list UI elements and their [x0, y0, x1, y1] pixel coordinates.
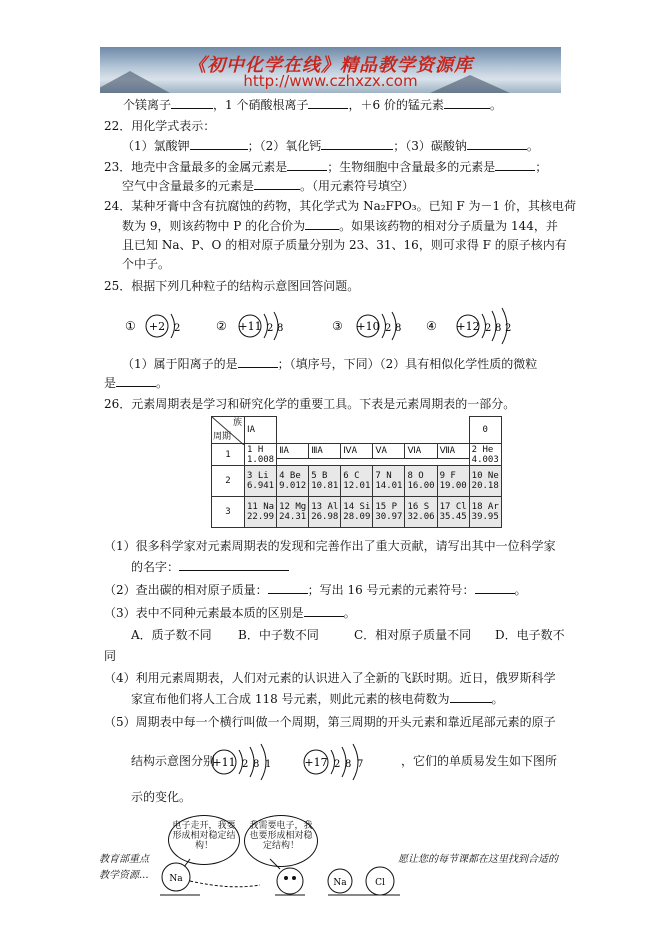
footer-left-line2: 教学资源...	[99, 870, 149, 881]
atom-structure-icon	[426, 306, 536, 346]
atomic-mass: 39.95	[471, 512, 499, 522]
element-symbol: 8 O	[407, 471, 424, 481]
atom-structure-icon	[208, 742, 298, 782]
answer-blank[interactable]	[495, 158, 535, 171]
text: ，1 个硝酸根离子	[213, 98, 309, 112]
period-label: 2	[212, 466, 245, 497]
footer-left-line1: 教育部重点	[99, 854, 149, 865]
answer-blank[interactable]	[238, 355, 278, 368]
element-cell	[309, 466, 341, 497]
element-symbol: 9 F	[439, 471, 456, 481]
atomic-mass: 19.00	[439, 481, 467, 491]
question-23	[104, 158, 547, 175]
footer-right: 愿让您的每节课都在这里找到合适的	[398, 854, 558, 865]
option-d[interactable]: D．电子数不	[495, 628, 565, 642]
element-cell	[341, 466, 373, 497]
element-symbol: 2 He	[471, 444, 494, 455]
element-cell	[373, 497, 405, 528]
atomic-mass: 16.00	[407, 481, 435, 491]
atom-label: ①	[125, 319, 136, 333]
element-symbol: 3 Li	[247, 471, 269, 481]
answer-blank[interactable]	[179, 558, 289, 571]
text: 。	[526, 139, 539, 153]
atom-diagram-3	[332, 310, 422, 347]
chlorine-atom-diagram	[300, 742, 390, 785]
element-symbol: 11 Na	[247, 502, 275, 512]
text: ；（填序号，下同）（2）具有相似化学性质的微粒	[277, 357, 538, 371]
atom-diagram-4	[426, 306, 536, 349]
text: 。	[491, 692, 504, 706]
element-symbol: 1 H	[247, 444, 264, 455]
sub-question-5-tail: ，它们的单质易发生如下图所	[401, 754, 558, 768]
question-24-line2	[122, 217, 558, 234]
shell-count: 7	[357, 759, 364, 770]
atomic-mass: 28.09	[343, 512, 371, 522]
text: 。	[343, 606, 356, 620]
corner-cell	[212, 417, 245, 444]
text: （2）查出碳的相对原子质量：	[104, 583, 268, 597]
atom-diagram-1	[125, 310, 205, 347]
element-symbol: 16 S	[407, 502, 430, 512]
periodic-table	[211, 416, 502, 528]
atomic-mass: 30.97	[375, 512, 403, 522]
element-symbol: 10 Ne	[471, 471, 499, 481]
speech-bubble-sodium: 电子走开，我要形成相对稳定结构！	[168, 815, 240, 865]
atomic-mass: 4.003	[471, 454, 499, 465]
text: （3）表中不同种元素最本质的区别是	[104, 606, 304, 620]
shell-count: 8	[395, 323, 402, 334]
text: 。	[489, 98, 502, 112]
sub-question-4-cont	[131, 690, 504, 707]
sub-question-2	[104, 581, 527, 598]
element-cell	[437, 497, 469, 528]
sub-question-5: （5）周期表中每一个横行叫做一个周期，第三周期的开头元素和靠近尾部元素的原子	[104, 715, 556, 729]
text: 。	[156, 376, 169, 390]
nucleus-charge: +11	[238, 320, 262, 333]
text: ，＋6 价的锰元素	[348, 98, 444, 112]
element-cell	[277, 497, 309, 528]
text: 。	[514, 583, 527, 597]
atomic-mass: 35.45	[439, 512, 467, 522]
question-25-cont	[104, 374, 168, 391]
atomic-mass: 26.98	[311, 512, 339, 522]
atomic-mass: 12.01	[343, 481, 371, 491]
shell-count: 2	[267, 323, 274, 334]
shell-count: 8	[495, 323, 502, 334]
nucleus-charge: +11	[212, 756, 236, 769]
text: 家宣布他们将人工合成 118 号元素，则此元素的核电荷数为	[131, 692, 450, 706]
answer-blank[interactable]	[475, 581, 515, 594]
element-symbol: 6 C	[343, 471, 360, 481]
answer-blank[interactable]	[254, 177, 300, 190]
option-d-cont: 同	[104, 649, 117, 663]
atomic-mass: 1.008	[247, 454, 275, 465]
shell-count: 2	[334, 759, 341, 770]
element-symbol: 14 Si	[343, 502, 371, 512]
atom-label: ④	[426, 319, 437, 333]
question-25-parts	[122, 355, 537, 372]
text: ；生物细胞中含量最多的元素是	[327, 160, 496, 174]
element-cell	[245, 466, 277, 497]
text: （1）属于阳离子的是	[122, 357, 238, 371]
answer-blank[interactable]	[467, 137, 527, 150]
answer-blank[interactable]	[450, 690, 492, 703]
group-header: ⅠA	[245, 417, 277, 444]
shell-count: 1	[265, 759, 272, 770]
group-header: ⅥA	[405, 444, 437, 459]
element-symbol: 17 Cl	[439, 502, 467, 512]
line-ions	[123, 96, 502, 113]
cartoon-figures-icon	[140, 815, 420, 900]
answer-blank[interactable]	[305, 217, 339, 230]
element-symbol: 18 Ar	[471, 502, 499, 512]
shell-count: 2	[485, 323, 492, 334]
banner-title: 《初中化学在线》精品教学资源库	[188, 55, 473, 76]
group-header: ⅡA	[277, 444, 309, 459]
option-b[interactable]: B．中子数不同	[238, 628, 319, 642]
group-header: ⅢA	[309, 444, 341, 459]
shell-count: 8	[277, 323, 284, 334]
sub-question-5-end: 示的变化。	[131, 790, 192, 804]
atomic-mass: 20.18	[471, 481, 499, 491]
sub-question-1-cont	[131, 558, 289, 575]
option-c[interactable]: C．相对原子质量不同	[354, 628, 472, 642]
chlorine-label: Cl	[375, 878, 385, 888]
element-symbol: 5 B	[311, 471, 328, 481]
text: ；	[535, 160, 548, 174]
atomic-mass: 6.941	[247, 481, 275, 491]
element-cell	[405, 497, 437, 528]
question-24-line4: 个中子。	[122, 257, 171, 271]
answer-blank[interactable]	[287, 158, 327, 171]
nucleus-charge: +10	[356, 320, 380, 333]
element-symbol: 7 N	[375, 471, 392, 481]
table-row	[212, 444, 502, 459]
atom-structure-icon	[300, 742, 390, 782]
question-22: 22．用化学式表示：	[104, 119, 216, 133]
group-header: ⅦA	[437, 444, 469, 459]
text: 。（用元素符号填空）	[300, 179, 415, 193]
answer-blank[interactable]	[190, 137, 248, 150]
electron-transfer-cartoon	[140, 815, 420, 900]
atom-label: ②	[216, 319, 227, 333]
question-24-line3: 且已知 Na、P、O 的相对原子质量分别为 23、31、16，则可求得 F 的原子核内有	[122, 238, 567, 252]
element-symbol: 4 Be	[279, 471, 301, 481]
element-cell	[309, 497, 341, 528]
answer-blank[interactable]	[304, 604, 344, 617]
sub-question-4: （4）利用元素周期表，人们对元素的认识进入了全新的飞跃时期。近日，俄罗斯科学	[104, 671, 556, 685]
corner-bottom-label: 周期	[213, 432, 232, 442]
element-cell	[469, 497, 501, 528]
sodium-atom-diagram	[208, 742, 298, 785]
element-symbol: 13 Al	[311, 502, 339, 512]
text: 。如果该药物的相对分子质量为 144，并	[339, 219, 558, 233]
atomic-mass: 9.012	[279, 481, 307, 491]
element-cell	[373, 466, 405, 497]
text: （1）氯酸钾	[122, 139, 190, 153]
element-cell	[469, 466, 501, 497]
group-header: ⅤA	[373, 444, 405, 459]
atomic-mass: 10.81	[311, 481, 339, 491]
atomic-mass: 14.01	[375, 481, 403, 491]
header-banner	[100, 47, 561, 93]
text: ；（2）氧化钙	[247, 139, 322, 153]
element-cell	[469, 444, 501, 466]
answer-blank[interactable]	[444, 96, 490, 109]
atom-label: ③	[332, 319, 343, 333]
period-label: 3	[212, 497, 245, 528]
text: 的名字：	[131, 560, 180, 574]
atom-structure-icon	[216, 310, 306, 344]
answer-blank[interactable]	[171, 96, 213, 109]
atomic-mass: 32.06	[407, 512, 435, 522]
answer-blank[interactable]	[308, 96, 348, 109]
text: 数为 9，则该药物中 P 的化合价为	[122, 219, 306, 233]
shell-count: 2	[174, 323, 181, 334]
atom-structure-icon	[125, 310, 205, 344]
sodium-label: Na	[333, 878, 347, 888]
text: 23．地壳中含量最多的金属元素是	[104, 160, 288, 174]
group-header: 0	[469, 417, 501, 444]
question-25: 25．根据下列几种粒子的结构示意图回答问题。	[104, 279, 360, 293]
atomic-mass: 24.31	[279, 512, 307, 522]
option-a[interactable]: A．质子数不同	[131, 628, 212, 642]
element-symbol: 15 P	[375, 502, 398, 512]
answer-blank[interactable]	[321, 137, 393, 150]
sodium-label: Na	[169, 874, 183, 884]
shell-count: 2	[505, 323, 512, 334]
shell-count: 8	[345, 759, 352, 770]
question-23-cont	[122, 177, 414, 194]
shell-count: 8	[253, 759, 260, 770]
sub-question-5-cont: 结构示意图分别	[131, 754, 216, 768]
element-cell	[437, 466, 469, 497]
sub-question-3	[104, 604, 356, 621]
nucleus-charge: +12	[456, 320, 480, 333]
empty-cell	[277, 459, 470, 466]
group-header: ⅣA	[341, 444, 373, 459]
text: ；（3）碳酸钠	[393, 139, 467, 153]
corner-top-label: 族	[232, 418, 242, 428]
question-22-parts	[122, 137, 539, 154]
table-row	[212, 497, 502, 528]
atomic-mass: 22.99	[247, 512, 275, 522]
element-cell	[245, 497, 277, 528]
speech-bubble-chlorine: 我需要电子，我也要形成相对稳定结构！	[244, 815, 318, 867]
answer-blank[interactable]	[268, 581, 308, 594]
question-26: 26．元素周期表是学习和研究化学的重要工具。下表是元素周期表的一部分。	[104, 397, 516, 411]
text: ；写出 16 号元素的元素符号：	[307, 583, 475, 597]
period-label: 1	[212, 444, 245, 466]
nucleus-charge: +17	[304, 756, 328, 769]
element-cell	[277, 466, 309, 497]
element-cell	[245, 444, 277, 466]
table-row	[212, 466, 502, 497]
text: 个镁离子	[123, 98, 172, 112]
atom-structure-icon	[332, 310, 422, 344]
text: 是	[104, 376, 117, 390]
atom-diagram-2	[216, 310, 306, 347]
question-24: 24．某种牙膏中含有抗腐蚀的药物，其化学式为 Na₂FPO₃。已知 F 为－1 价，其核电荷	[104, 199, 577, 213]
element-cell	[341, 497, 373, 528]
shell-count: 2	[385, 323, 392, 334]
element-cell	[405, 466, 437, 497]
banner-url[interactable]: http://www.czhxzx.com	[243, 72, 418, 90]
table-row	[212, 417, 502, 444]
empty-cell	[277, 417, 470, 444]
element-symbol: 12 Mg	[279, 502, 307, 512]
sub-question-1: （1）很多科学家对元素周期表的发现和完善作出了重大贡献，请写出其中一位科学家	[104, 539, 556, 553]
shell-count: 2	[242, 759, 249, 770]
answer-blank[interactable]	[116, 374, 156, 387]
nucleus-charge: +2	[148, 320, 166, 333]
text: 空气中含量最多的元素是	[122, 179, 255, 193]
